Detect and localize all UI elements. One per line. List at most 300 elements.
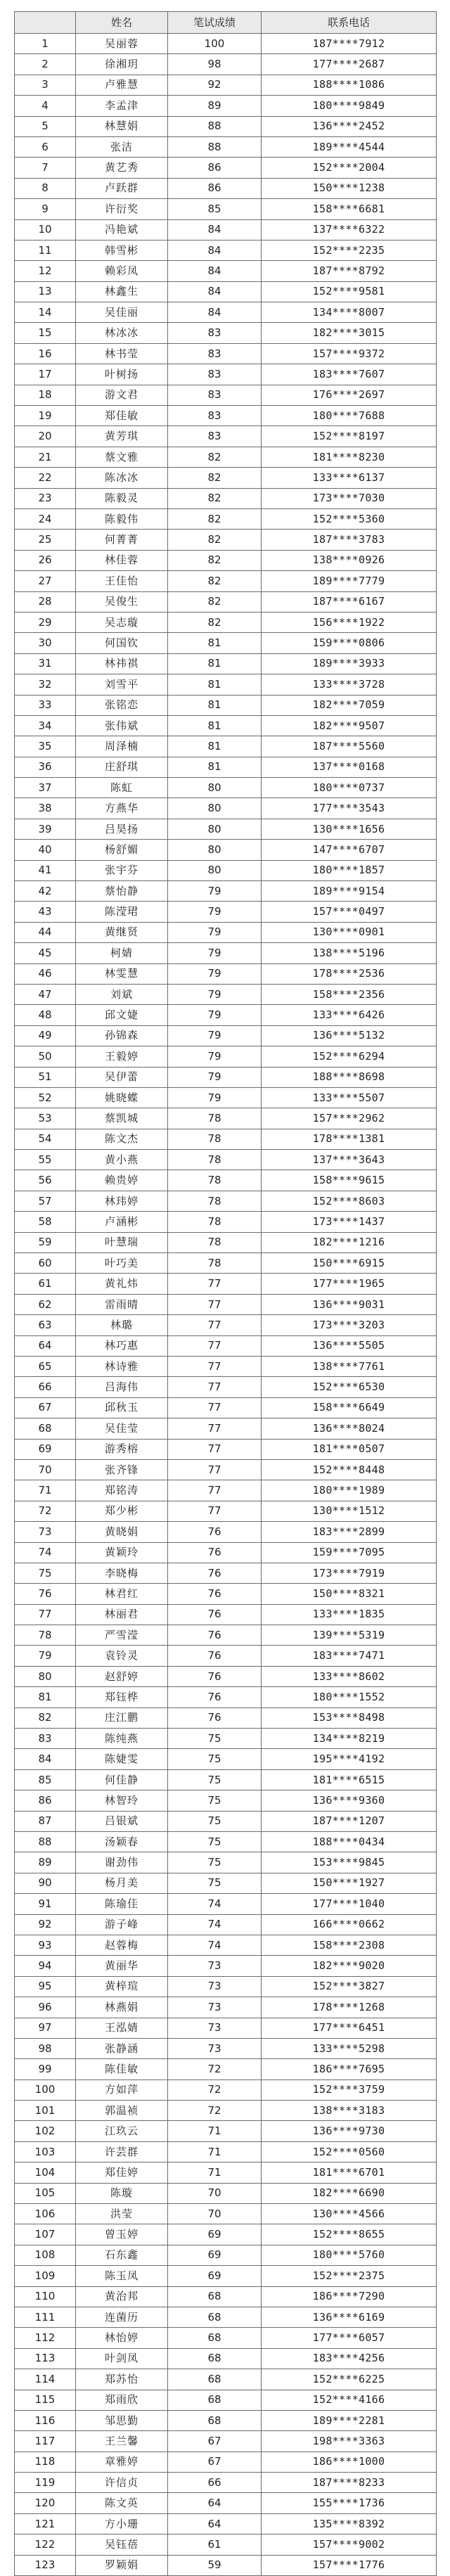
table-row [15, 2183, 437, 2203]
score-cell: 78 [168, 1150, 262, 1170]
table-row [15, 612, 437, 632]
name-cell: 陈瑜佳 [76, 1894, 168, 1914]
row-index-cell: 122 [15, 2535, 76, 2555]
name-cell: 吴丽蓉 [76, 34, 168, 54]
table-row [15, 1604, 437, 1625]
score-cell: 77 [168, 1377, 262, 1397]
score-cell: 82 [168, 508, 262, 529]
row-index-cell: 14 [15, 302, 76, 323]
row-index-cell: 69 [15, 1439, 76, 1459]
name-cell: 陈毅灵 [76, 488, 168, 508]
name-cell: 石东鑫 [76, 2245, 168, 2265]
name-cell: 林燕娟 [76, 1997, 168, 2018]
phone-cell: 152****8603 [262, 1191, 437, 1211]
phone-cell: 180****1857 [262, 860, 437, 880]
phone-cell: 157****0497 [262, 902, 437, 922]
row-index-cell: 32 [15, 674, 76, 695]
table-row [15, 1315, 437, 1335]
table-row [15, 1729, 437, 1749]
score-cell: 68 [168, 2390, 262, 2410]
row-index-cell: 86 [15, 1790, 76, 1811]
name-cell: 方小珊 [76, 2513, 168, 2534]
table-row [15, 2473, 437, 2493]
name-cell: 叶树扬 [76, 364, 168, 385]
table-row [15, 2059, 437, 2080]
name-cell: 林智玲 [76, 1790, 168, 1811]
phone-cell: 157****9002 [262, 2535, 437, 2555]
phone-cell: 186****7290 [262, 2286, 437, 2307]
score-cell: 66 [168, 2473, 262, 2493]
table-row [15, 633, 437, 653]
score-cell: 77 [168, 1501, 262, 1521]
table-row [15, 1046, 437, 1067]
name-cell: 郑佳婷 [76, 2162, 168, 2183]
table-row [15, 1294, 437, 1314]
row-index-cell: 60 [15, 1253, 76, 1274]
phone-cell: 181****6701 [262, 2162, 437, 2183]
table-row [15, 840, 437, 860]
table-row [15, 1501, 437, 1521]
phone-cell: 188****0434 [262, 1831, 437, 1852]
name-cell: 李晓梅 [76, 1563, 168, 1583]
table-row [15, 902, 437, 922]
phone-cell: 152****6530 [262, 1377, 437, 1397]
score-cell: 77 [168, 1480, 262, 1501]
row-index-cell: 31 [15, 653, 76, 674]
name-cell: 徐湘玥 [76, 54, 168, 75]
phone-cell: 173****3203 [262, 1315, 437, 1335]
name-cell: 许信贞 [76, 2473, 168, 2493]
table-row [15, 1914, 437, 1935]
score-cell: 79 [168, 1025, 262, 1046]
table-row [15, 364, 437, 385]
phone-cell: 176****2697 [262, 385, 437, 405]
table-row [15, 508, 437, 529]
score-cell: 71 [168, 2121, 262, 2141]
name-cell: 林鑫生 [76, 281, 168, 302]
table-row [15, 1025, 437, 1046]
name-cell: 吴钰蓓 [76, 2535, 168, 2555]
table-row [15, 819, 437, 839]
table-row [15, 1894, 437, 1914]
phone-cell: 138****5196 [262, 943, 437, 963]
phone-cell: 153****9845 [262, 1852, 437, 1873]
score-cell: 77 [168, 1315, 262, 1335]
table-row [15, 281, 437, 302]
phone-cell: 182****1216 [262, 1232, 437, 1252]
phone-cell: 136****8024 [262, 1418, 437, 1439]
name-cell: 江玖云 [76, 2121, 168, 2141]
score-cell: 75 [168, 1729, 262, 1749]
score-cell: 79 [168, 881, 262, 902]
table-row [15, 2452, 437, 2472]
phone-cell: 133****5298 [262, 2038, 437, 2058]
score-cell: 79 [168, 1087, 262, 1108]
table-row [15, 96, 437, 116]
name-cell: 赖彩凤 [76, 261, 168, 281]
table-row [15, 323, 437, 343]
row-index-cell: 72 [15, 1501, 76, 1521]
table-row [15, 2286, 437, 2307]
row-index-cell: 84 [15, 1749, 76, 1769]
name-cell: 连菌历 [76, 2307, 168, 2327]
table-row [15, 2431, 437, 2452]
table-row [15, 1377, 437, 1397]
score-cell: 83 [168, 406, 262, 426]
table-row [15, 1108, 437, 1129]
row-index-cell: 26 [15, 550, 76, 570]
phone-cell: 187****8792 [262, 261, 437, 281]
row-index-cell: 61 [15, 1274, 76, 1294]
table-row [15, 1191, 437, 1211]
score-cell: 67 [168, 2431, 262, 2452]
row-index-cell: 82 [15, 1707, 76, 1728]
phone-cell: 136****6169 [262, 2307, 437, 2327]
row-index-cell: 51 [15, 1067, 76, 1087]
row-index-cell: 52 [15, 1087, 76, 1108]
table-row [15, 2080, 437, 2100]
score-cell: 79 [168, 984, 262, 1004]
phone-cell: 136****5505 [262, 1335, 437, 1356]
table-row [15, 1584, 437, 1604]
row-index-cell: 111 [15, 2307, 76, 2327]
phone-cell: 136****2452 [262, 116, 437, 136]
row-index-cell: 89 [15, 1852, 76, 1873]
name-cell: 吕海伟 [76, 1377, 168, 1397]
row-index-cell: 45 [15, 943, 76, 963]
phone-cell: 181****8230 [262, 447, 437, 467]
score-cell: 61 [168, 2535, 262, 2555]
score-cell: 75 [168, 1749, 262, 1769]
name-cell: 方如萍 [76, 2080, 168, 2100]
row-index-cell: 64 [15, 1335, 76, 1356]
row-index-cell: 107 [15, 2224, 76, 2245]
score-cell: 82 [168, 550, 262, 570]
phone-cell: 180****7688 [262, 406, 437, 426]
name-cell: 黄治邦 [76, 2286, 168, 2307]
row-index-cell: 91 [15, 1894, 76, 1914]
phone-cell: 152****9581 [262, 281, 437, 302]
name-cell: 吴佳丽 [76, 302, 168, 323]
phone-cell: 187****5560 [262, 736, 437, 757]
name-cell: 林巧惠 [76, 1335, 168, 1356]
name-cell: 杨月美 [76, 1873, 168, 1893]
score-cell: 77 [168, 1418, 262, 1439]
table-row [15, 1087, 437, 1108]
score-cell: 86 [168, 158, 262, 178]
table-row [15, 1852, 437, 1873]
row-index-cell: 35 [15, 736, 76, 757]
row-index-cell: 54 [15, 1129, 76, 1149]
score-cell: 79 [168, 943, 262, 963]
phone-cell: 152****2235 [262, 240, 437, 260]
phone-cell: 188****8698 [262, 1067, 437, 1087]
score-cell: 80 [168, 778, 262, 798]
phone-cell: 180****5760 [262, 2245, 437, 2265]
row-index-cell: 93 [15, 1935, 76, 1955]
score-cell: 80 [168, 798, 262, 819]
phone-cell: 133****1835 [262, 1604, 437, 1625]
table-row [15, 591, 437, 612]
phone-cell: 133****6426 [262, 1005, 437, 1025]
score-cell: 79 [168, 902, 262, 922]
row-index-cell: 58 [15, 1212, 76, 1232]
name-cell: 陈璇 [76, 2183, 168, 2203]
score-cell: 75 [168, 1831, 262, 1852]
table-row [15, 199, 437, 219]
name-cell: 吕银斌 [76, 1811, 168, 1831]
phone-cell: 159****0806 [262, 633, 437, 653]
row-index-cell: 47 [15, 984, 76, 1004]
name-cell: 林怡婷 [76, 2328, 168, 2348]
table-row [15, 1418, 437, 1439]
row-index-cell: 117 [15, 2431, 76, 2452]
row-index-cell: 66 [15, 1377, 76, 1397]
score-cell: 76 [168, 1646, 262, 1666]
name-cell: 郑少彬 [76, 1501, 168, 1521]
name-cell: 柯婧 [76, 943, 168, 963]
phone-cell: 182****9020 [262, 1956, 437, 1976]
phone-cell: 189****2281 [262, 2410, 437, 2430]
score-cell: 77 [168, 1357, 262, 1377]
name-cell: 蔡凯城 [76, 1108, 168, 1129]
table-row [15, 860, 437, 880]
phone-cell: 153****8498 [262, 1707, 437, 1728]
table-row [15, 343, 437, 364]
row-index-cell: 99 [15, 2059, 76, 2080]
name-cell: 吕昊扬 [76, 819, 168, 839]
table-row [15, 1625, 437, 1646]
row-index-cell: 17 [15, 364, 76, 385]
score-cell: 67 [168, 2452, 262, 2472]
row-index-cell: 30 [15, 633, 76, 653]
score-cell: 78 [168, 1212, 262, 1232]
table-row [15, 1067, 437, 1087]
table-row [15, 571, 437, 591]
name-cell: 郑雨欣 [76, 2390, 168, 2410]
row-index-cell: 106 [15, 2204, 76, 2224]
score-table [14, 11, 437, 2576]
row-index-cell: 90 [15, 1873, 76, 1893]
name-cell: 陈佳敏 [76, 2059, 168, 2080]
row-index-cell: 110 [15, 2286, 76, 2307]
phone-cell: 173****7919 [262, 1563, 437, 1583]
score-cell: 79 [168, 922, 262, 942]
score-cell: 74 [168, 1935, 262, 1955]
phone-cell: 173****7030 [262, 488, 437, 508]
row-index-cell: 95 [15, 1976, 76, 1997]
table-row [15, 302, 437, 323]
phone-cell: 137****6322 [262, 219, 437, 240]
header-phone: 联系电话 [262, 12, 437, 34]
phone-cell: 152****8197 [262, 426, 437, 447]
row-index-cell: 6 [15, 136, 76, 157]
row-index-cell: 28 [15, 591, 76, 612]
phone-cell: 130****4566 [262, 2204, 437, 2224]
table-row [15, 468, 437, 488]
score-cell: 82 [168, 488, 262, 508]
table-row [15, 426, 437, 447]
table-row [15, 54, 437, 75]
name-cell: 黄继贤 [76, 922, 168, 942]
row-index-cell: 57 [15, 1191, 76, 1211]
phone-cell: 180****0737 [262, 778, 437, 798]
row-index-cell: 11 [15, 240, 76, 260]
row-index-cell: 121 [15, 2513, 76, 2534]
score-cell: 75 [168, 1811, 262, 1831]
name-cell: 吴俊生 [76, 591, 168, 612]
phone-cell: 150****8321 [262, 1584, 437, 1604]
name-cell: 许衍奖 [76, 199, 168, 219]
table-row [15, 2328, 437, 2348]
name-cell: 陈文杰 [76, 1129, 168, 1149]
row-index-cell: 78 [15, 1625, 76, 1646]
header-score: 笔试成绩 [168, 12, 262, 34]
table-row [15, 385, 437, 405]
phone-cell: 173****1437 [262, 1212, 437, 1232]
table-row [15, 488, 437, 508]
phone-cell: 152****2004 [262, 158, 437, 178]
score-cell: 86 [168, 178, 262, 198]
table-row [15, 530, 437, 550]
name-cell: 游秀榕 [76, 1439, 168, 1459]
row-index-cell: 12 [15, 261, 76, 281]
phone-cell: 152****8448 [262, 1459, 437, 1480]
row-index-cell: 88 [15, 1831, 76, 1852]
table-row [15, 261, 437, 281]
table-row [15, 158, 437, 178]
table-row [15, 1997, 437, 2018]
row-index-cell: 63 [15, 1315, 76, 1335]
phone-cell: 187****1207 [262, 1811, 437, 1831]
name-cell: 张伟斌 [76, 715, 168, 736]
phone-cell: 152****0560 [262, 2141, 437, 2162]
table-row [15, 1769, 437, 1790]
score-cell: 74 [168, 1914, 262, 1935]
score-cell: 69 [168, 2245, 262, 2265]
table-body [15, 34, 437, 2576]
phone-cell: 187****7912 [262, 34, 437, 54]
name-cell: 赖贵婷 [76, 1170, 168, 1191]
name-cell: 李孟津 [76, 96, 168, 116]
name-cell: 林祎祺 [76, 653, 168, 674]
phone-cell: 177****2687 [262, 54, 437, 75]
score-cell: 85 [168, 199, 262, 219]
score-cell: 76 [168, 1584, 262, 1604]
score-cell: 79 [168, 963, 262, 984]
phone-cell: 150****6915 [262, 1253, 437, 1274]
table-row [15, 550, 437, 570]
phone-cell: 136****9031 [262, 1294, 437, 1314]
score-cell: 64 [168, 2513, 262, 2534]
score-cell: 76 [168, 1563, 262, 1583]
row-index-cell: 76 [15, 1584, 76, 1604]
name-cell: 谢劲伟 [76, 1852, 168, 1873]
row-index-cell: 98 [15, 2038, 76, 2058]
name-cell: 吴志璇 [76, 612, 168, 632]
row-index-cell: 112 [15, 2328, 76, 2348]
header-name: 姓名 [76, 12, 168, 34]
name-cell: 林诗雅 [76, 1357, 168, 1377]
table-row [15, 715, 437, 736]
name-cell: 姚晓蝶 [76, 1087, 168, 1108]
score-cell: 79 [168, 1067, 262, 1087]
phone-cell: 186****1000 [262, 2452, 437, 2472]
row-index-cell: 79 [15, 1646, 76, 1666]
row-index-cell: 40 [15, 840, 76, 860]
name-cell: 黄芳琪 [76, 426, 168, 447]
score-cell: 89 [168, 96, 262, 116]
row-index-cell: 18 [15, 385, 76, 405]
row-index-cell: 116 [15, 2410, 76, 2430]
table-row [15, 943, 437, 963]
score-cell: 73 [168, 1956, 262, 1976]
table-row [15, 34, 437, 54]
row-index-cell: 33 [15, 695, 76, 715]
name-cell: 林璐 [76, 1315, 168, 1335]
row-index-cell: 13 [15, 281, 76, 302]
phone-cell: 150****1238 [262, 178, 437, 198]
phone-cell: 198****3363 [262, 2431, 437, 2452]
row-index-cell: 71 [15, 1480, 76, 1501]
table-row [15, 1170, 437, 1191]
table-row [15, 1480, 437, 1501]
name-cell: 邹思勤 [76, 2410, 168, 2430]
name-cell: 邱文婕 [76, 1005, 168, 1025]
row-index-cell: 3 [15, 75, 76, 95]
table-row [15, 240, 437, 260]
phone-cell: 157****9372 [262, 343, 437, 364]
score-cell: 78 [168, 1191, 262, 1211]
score-cell: 68 [168, 2348, 262, 2369]
score-cell: 76 [168, 1687, 262, 1707]
table-row [15, 695, 437, 715]
table-row [15, 2410, 437, 2430]
name-cell: 袁铃灵 [76, 1646, 168, 1666]
table-header [15, 12, 437, 34]
score-cell: 80 [168, 860, 262, 880]
table-row [15, 2555, 437, 2575]
row-index-cell: 83 [15, 1729, 76, 1749]
phone-cell: 186****7695 [262, 2059, 437, 2080]
name-cell: 庄舒琪 [76, 757, 168, 777]
row-index-cell: 113 [15, 2348, 76, 2369]
phone-cell: 195****4192 [262, 1749, 437, 1769]
row-index-cell: 7 [15, 158, 76, 178]
phone-cell: 177****1965 [262, 1274, 437, 1294]
score-cell: 84 [168, 261, 262, 281]
row-index-cell: 37 [15, 778, 76, 798]
table-row [15, 1563, 437, 1583]
phone-cell: 182****6690 [262, 2183, 437, 2203]
phone-cell: 152****3827 [262, 1976, 437, 1997]
name-cell: 曾玉婷 [76, 2224, 168, 2245]
phone-cell: 152****6225 [262, 2369, 437, 2390]
table-row [15, 2493, 437, 2513]
phone-cell: 183****4256 [262, 2348, 437, 2369]
phone-cell: 158****2356 [262, 984, 437, 1004]
score-cell: 73 [168, 1997, 262, 2018]
name-cell: 陈玉凤 [76, 2266, 168, 2286]
table-row [15, 2101, 437, 2121]
phone-cell: 180****9849 [262, 96, 437, 116]
table-row [15, 116, 437, 136]
score-cell: 68 [168, 2286, 262, 2307]
row-index-cell: 77 [15, 1604, 76, 1625]
row-index-cell: 10 [15, 219, 76, 240]
phone-cell: 187****6167 [262, 591, 437, 612]
name-cell: 赵舒婷 [76, 1666, 168, 1686]
